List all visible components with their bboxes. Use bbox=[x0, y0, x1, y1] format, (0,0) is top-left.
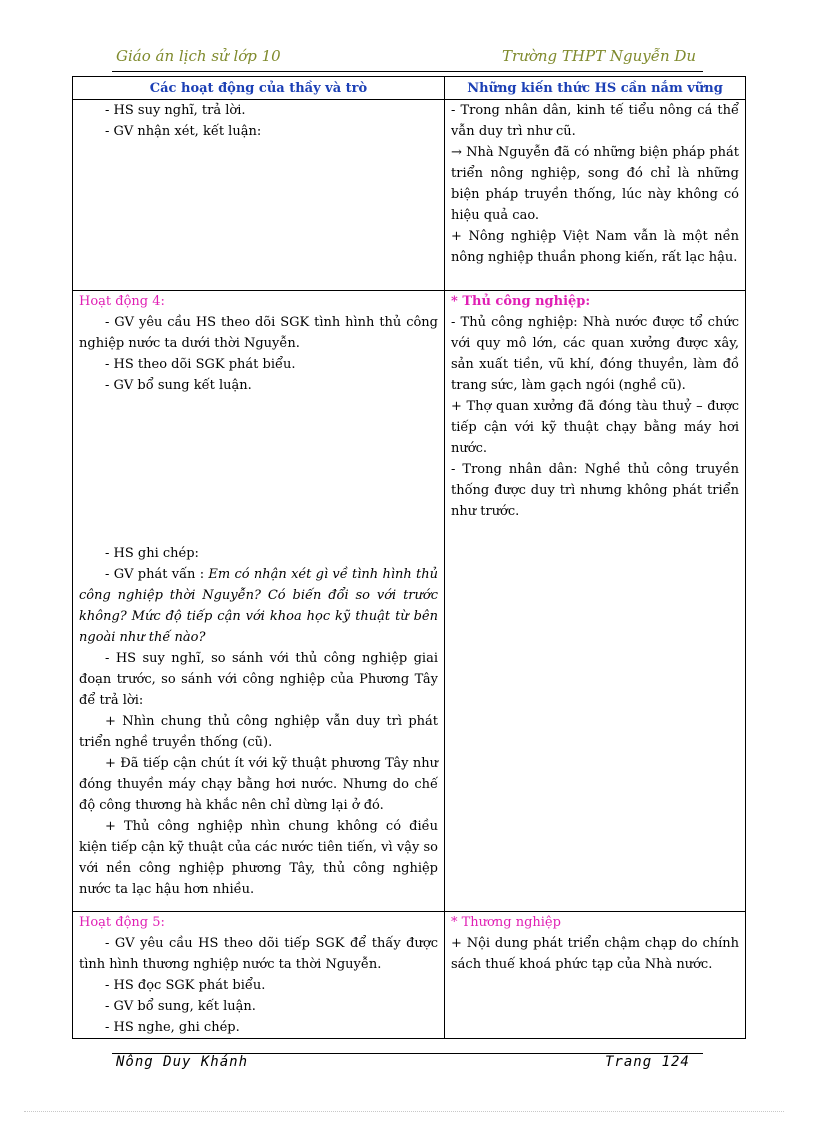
row2-answer: + Thủ công nghiệp nhìn chung không có điều kiện tiếp cận kỹ thuật của các nước tiên tiến, vì vậy so với nền công nghiệp phương Tây, thủ công nghiệp nước ta lạc hậu hơn nhiều. bbox=[79, 819, 438, 897]
row1-right-line: → Nhà Nguyễn đã có những biện pháp phát triển nông nghiệp, song đó chỉ là những biện pháp truyền thống, lúc này không có hiệu quả cao. bbox=[451, 145, 739, 223]
footer-page: Trang 124 bbox=[605, 1054, 690, 1070]
row2-answer: + Nhìn chung thủ công nghiệp vẫn duy trì phát triển nghề truyền thống (cũ). bbox=[79, 714, 438, 750]
row3-right-line: + Nội dung phát triển chậm chạp do chính sách thuế khoá phức tạp của Nhà nước. bbox=[451, 936, 739, 972]
header-school: Trường THPT Nguyễn Du bbox=[502, 47, 697, 65]
row1-right-line: + Nông nghiệp Việt Nam vẫn là một nền nông nghiệp thuần phong kiến, rất lạc hậu. bbox=[451, 229, 739, 265]
row2-right-line: - Thủ công nghiệp: Nhà nước được tổ chức với quy mô lớn, các quan xưởng được xây, sản xuất tiền, vũ khí, đóng thuyền, làm đồ trang sức, làm gạch ngói (nghề cũ). bbox=[451, 315, 739, 393]
activity-5-title: Hoạt động 5: bbox=[79, 915, 165, 930]
row2-answer-intro: - HS suy nghĩ, so sánh với thủ công nghiệp giai đoạn trước, so sánh với công nghiệp của Phương Tây để trả lời: bbox=[79, 651, 438, 708]
row3-activities bbox=[73, 912, 445, 1039]
row1-activities bbox=[73, 100, 445, 291]
question-prefix: - GV phát vấn : bbox=[105, 567, 209, 582]
row3-left-line: - GV yêu cầu HS theo dõi tiếp SGK để thấy được tình hình thương nghiệp nước ta thời Nguyễn. bbox=[79, 936, 438, 972]
row2-right-line: + Thợ quan xưởng đã đóng tàu thuỷ – được tiếp cận với kỹ thuật chạy bằng máy hơi nước. bbox=[451, 399, 739, 456]
row1-left-line: - HS suy nghĩ, trả lời. bbox=[105, 103, 246, 118]
col-header-activities: Các hoạt động của thầy và trò bbox=[73, 77, 445, 100]
row3-left-line: - HS đọc SGK phát biểu. bbox=[105, 978, 266, 993]
row2-left-line: - HS theo dõi SGK phát biểu. bbox=[105, 357, 296, 372]
row2-knowledge bbox=[445, 291, 746, 912]
footer-author: Nông Duy Khánh bbox=[116, 1054, 249, 1070]
row2-note: - HS ghi chép: bbox=[105, 546, 199, 561]
row2-gap bbox=[79, 396, 438, 543]
row1-right-line: - Trong nhân dân, kinh tế tiểu nông cá thể vẫn duy trì như cũ. bbox=[451, 103, 739, 139]
row2-question bbox=[79, 564, 438, 648]
row3-left-line: - GV bổ sung, kết luận. bbox=[105, 999, 256, 1014]
row3-knowledge bbox=[445, 912, 746, 1039]
lesson-table bbox=[72, 76, 746, 1039]
question-text: Em có nhận xét gì về tình hình thủ công nghiệp thời Nguyễn? Có biến đổi so với trước không? Mức độ tiếp cận với khoa học kỹ thuật từ bên ngoài như thế nào? bbox=[79, 567, 439, 645]
header-rule bbox=[112, 71, 703, 72]
activity-4-title: Hoạt động 4: bbox=[79, 294, 165, 309]
page-edge-dots bbox=[24, 1111, 784, 1112]
row3-left-line: - HS nghe, ghi chép. bbox=[105, 1020, 240, 1035]
row2-activities bbox=[73, 291, 445, 912]
col-header-knowledge: Những kiến thức HS cần nắm vững bbox=[445, 77, 746, 100]
row2-answer: + Đã tiếp cận chút ít với kỹ thuật phương Tây như đóng thuyền máy chạy bằng hơi nước. Nhưng do chế độ công thương hà khắc nên chỉ dừng lại ở đó. bbox=[79, 756, 438, 813]
row1-knowledge bbox=[445, 100, 746, 291]
handicraft-title: * Thủ công nghiệp: bbox=[451, 294, 591, 309]
row2-left-line: - GV bổ sung kết luận. bbox=[105, 378, 252, 393]
row1-left-line: - GV nhận xét, kết luận: bbox=[105, 124, 262, 139]
header-subject: Giáo án lịch sử lớp 10 bbox=[116, 47, 281, 65]
row2-right-line: - Trong nhân dân: Nghề thủ công truyền thống được duy trì nhưng không phát triển như trước. bbox=[451, 462, 739, 519]
commerce-title: * Thương nghiệp bbox=[451, 915, 561, 930]
row2-left-line: - GV yêu cầu HS theo dõi SGK tình hình thủ công nghiệp nước ta dưới thời Nguyễn. bbox=[79, 315, 438, 351]
